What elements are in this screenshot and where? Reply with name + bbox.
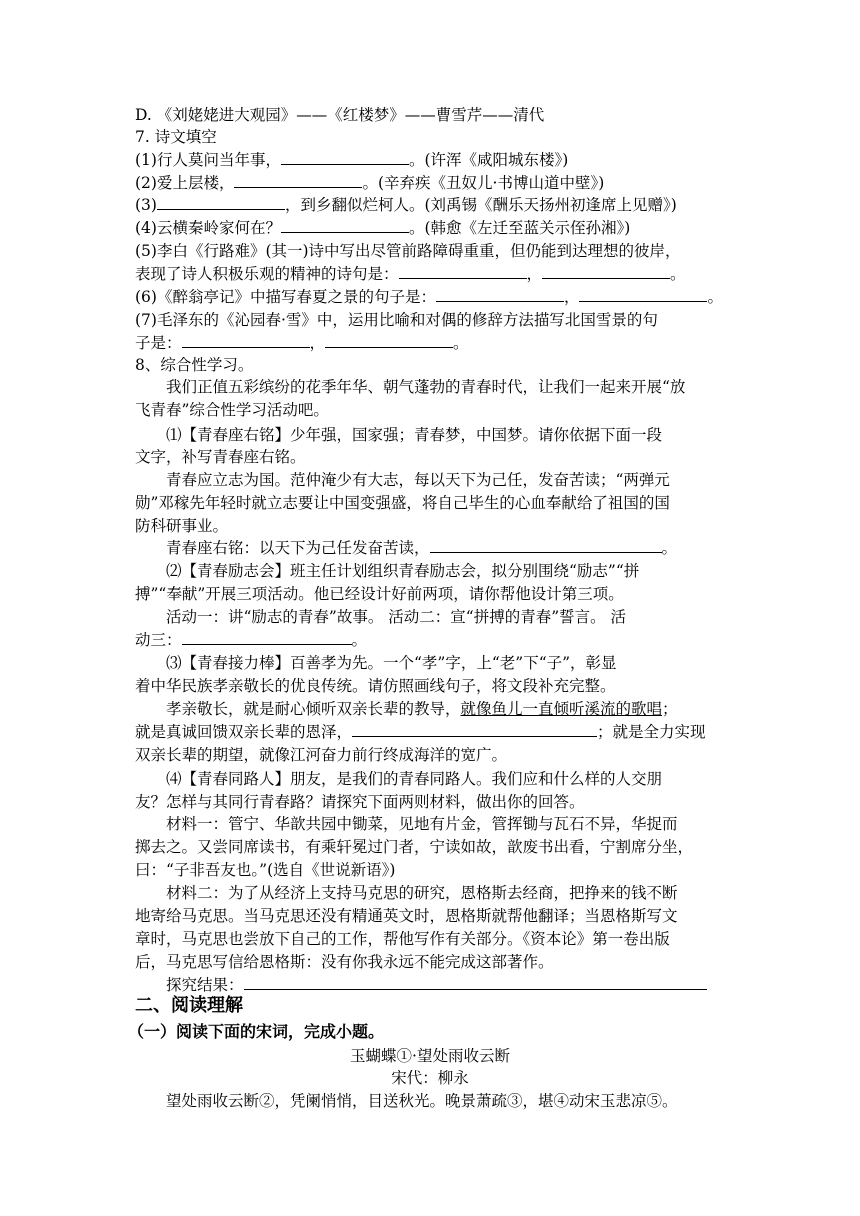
fill-item-2: (2)爱上层楼， 。(辛弃疾《丑奴儿·书博山道中壁》) [135, 174, 605, 192]
material1-line3: 曰：“子非吾友也。”(选自《世说新语》) [135, 861, 396, 879]
task3-text-line3: 双亲长辈的期望，就像江河奋力前行终成海洋的宽广。 [135, 746, 508, 764]
answer-blank[interactable] [579, 286, 707, 302]
task4-line2: 友？怎样与其同行青春路？请探究下面两则材料，做出你的回答。 [135, 793, 585, 811]
fill-item-7-line1: (7)毛泽东的《沁园春·雪》中，运用比喻和对偶的修辞方法描写北国雪景的句 [135, 311, 658, 329]
task3-line2: 着中华民族孝亲敬长的优良传统。请仿照画线句子，将文段补充完整。 [135, 677, 616, 695]
poem-title: 玉蝴蝶①·望处雨收云断 [350, 1047, 510, 1065]
task1-text-line1: 青春应立志为国。范仲淹少有大志，每以天下为己任，发奋苦读；“两弹元 [166, 471, 670, 489]
material1-line2: 掷去之。又尝同席读书，有乘轩冕过门者，宁读如故，歆废书出看，宁割席分坐， [135, 838, 694, 856]
question-8-title: 8、综合性学习。 [135, 356, 254, 374]
material2-line1: 材料二：为了从经济上支持马克思的研究，恩格斯去经商，把挣来的钱不断 [166, 884, 678, 902]
answer-blank[interactable] [399, 263, 527, 279]
answer-blank[interactable] [234, 172, 362, 188]
underlined-sentence: 就像鱼儿一直倾听溪流的歌唱 [460, 700, 663, 718]
task3-text-line2: 就是真诚回馈双亲长辈的恩泽， ；就是全力实现 [135, 723, 706, 741]
task1-text-line3: 防科研事业。 [135, 517, 229, 535]
material2-line4: 后，马克思写信给恩格斯：没有你我永远不能完成这部著作。 [135, 953, 554, 971]
fill-item-6: (6)《醉翁亭记》中描写春夏之景的句子是： ， 。 [135, 288, 723, 306]
task2-line2: 搏”“奉献”开展三项活动。他已经设计好前两项，请你帮他设计第三项。 [135, 585, 624, 603]
motto-line: 青春座右铭：以天下为己任发奋苦读， 。 [166, 539, 678, 557]
answer-blank[interactable] [182, 332, 310, 348]
fill-item-5-line1: (5)李白《行路难》(其一)诗中写出尽管前路障碍重重，但仍能到达理想的彼岸， [135, 242, 681, 260]
fill-item-7-line2: 子是： ， 。 [135, 334, 469, 352]
fill-item-3: (3) ，到乡翻似烂柯人。(刘禹锡《酬乐天扬州初逢席上见赠》) [135, 196, 677, 214]
task1-line2: 文字，补写青春座右铭。 [135, 448, 306, 466]
poem-author: 宋代：柳永 [391, 1069, 469, 1087]
section-2-heading: 二、阅读理解 [135, 995, 243, 1016]
answer-blank[interactable] [244, 974, 707, 990]
result-line: 探究结果： [166, 974, 707, 996]
task2-line1: ⑵【青春励志会】班主任计划组织青春励志会，拟分别围绕“励志”“拼 [166, 562, 640, 580]
fill-item-4: (4)云横秦岭家何在？ 。(韩愈《左迁至蓝关示侄孙湘》) [135, 219, 631, 237]
task4-line1: ⑷【青春同路人】朋友，是我们的青春同路人。我们应和什么样的人交朋 [166, 770, 663, 788]
task1-line1: ⑴【青春座右铭】少年强，国家强；青春梦，中国梦。请你依据下面一段 [166, 426, 663, 444]
answer-blank[interactable] [157, 194, 285, 210]
activities-line1: 活动一：讲“励志的青春”故事。 活动二：宣“拼搏的青春”誓言。 活 [166, 608, 627, 626]
answer-blank[interactable] [436, 286, 564, 302]
fill-item-1: (1)行人莫问当年事， 。(许浑《咸阳城东楼》) [135, 151, 569, 169]
answer-blank[interactable] [182, 629, 352, 645]
fill-item-5-line2: 表现了诗人积极乐观的精神的诗句是： ， 。 [135, 265, 686, 283]
task1-text-line2: 勋”邓稼先年轻时就立志要让中国变强盛，将自己毕生的心血奉献给了祖国的国 [135, 494, 670, 512]
answer-blank[interactable] [542, 263, 670, 279]
intro-line1: 我们正值五彩缤纷的花季年华、朝气蓬勃的青春时代，让我们一起来开展“放 [166, 378, 686, 396]
poem-line-1: 望处雨收云断②，凭阑悄悄，目送秋光。晚景萧疏③，堪④动宋玉悲凉⑤。 [166, 1092, 678, 1110]
answer-blank[interactable] [325, 332, 453, 348]
material2-line2: 地寄给马克思。当马克思还没有精通英文时，恩格斯就帮他翻译；当恩格斯写文 [135, 907, 678, 925]
question-7-title: 7. 诗文填空 [135, 128, 217, 146]
answer-blank[interactable] [352, 721, 597, 737]
task3-line1: ⑶【青春接力棒】百善孝为先。一个“孝”字，上“老”下“子”，彰显 [166, 654, 617, 672]
activities-line2: 动三： 。 [135, 631, 368, 649]
answer-blank[interactable] [281, 217, 409, 233]
material1-line1: 材料一：管宁、华歆共园中锄菜，见地有片金，管挥锄与瓦石不异，华捉而 [166, 815, 678, 833]
material2-line3: 章时，马克思也尝放下自己的工作，帮他写作有关部分。《资本论》第一卷出版 [135, 930, 670, 948]
answer-blank[interactable] [281, 149, 409, 165]
subsection-1-heading: （一）阅读下面的宋词，完成小题。 [128, 1022, 385, 1041]
option-d: D. 《刘姥姥进大观园》——《红楼梦》——曹雪芹——清代 [135, 106, 545, 124]
intro-line2: 飞青春”综合性学习活动吧。 [135, 401, 329, 419]
answer-blank[interactable] [430, 537, 662, 553]
task3-text-line1: 孝亲敬长，就是耐心倾听双亲长辈的教导，就像鱼儿一直倾听溪流的歌唱； [166, 700, 678, 718]
